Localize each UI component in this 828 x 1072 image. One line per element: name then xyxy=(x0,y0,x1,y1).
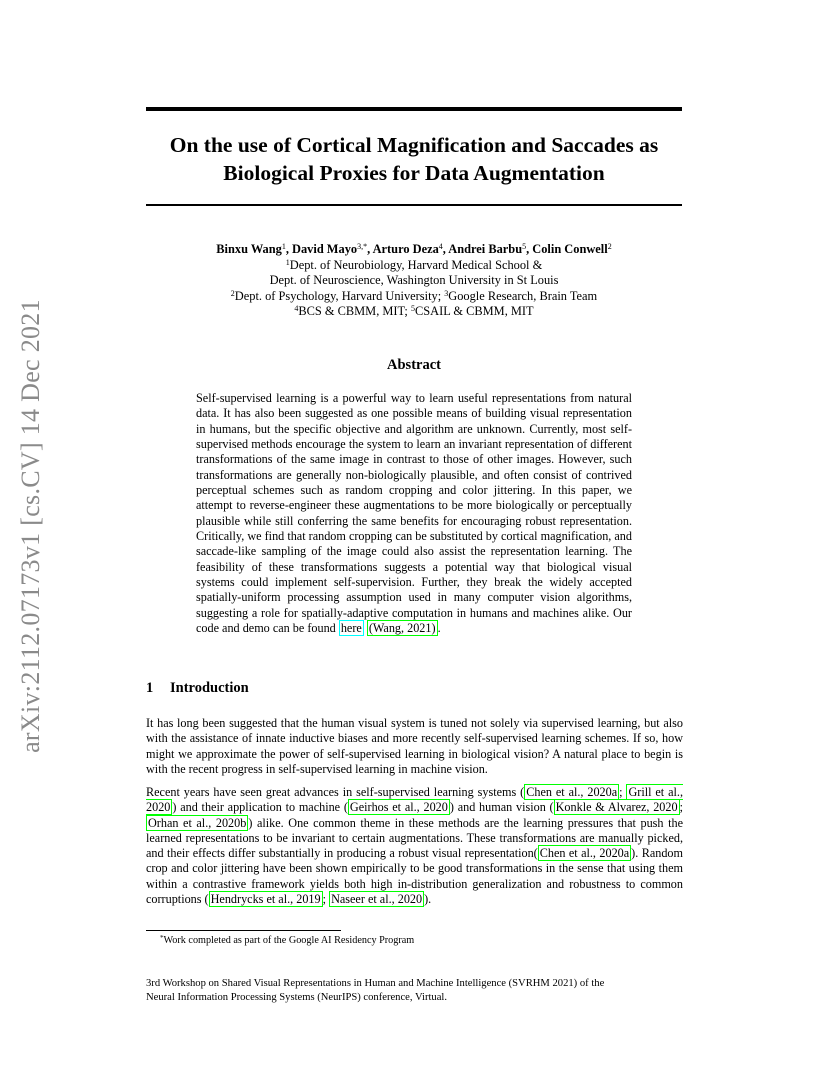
affiliation-text: BCS & CBMM, MIT; xyxy=(298,304,411,319)
citation-link[interactable]: Orhan et al., 2020b xyxy=(148,815,247,830)
affiliation-sup: 4 xyxy=(294,304,299,314)
author-sup: 2 xyxy=(607,242,612,251)
author-sup: 4 xyxy=(438,242,443,251)
paragraph-text: ; xyxy=(619,785,627,799)
affiliation-text: Dept. of Psychology, Harvard University; xyxy=(234,288,445,303)
affiliation-sup: 1 xyxy=(285,257,290,267)
title-bottom-rule xyxy=(146,204,682,206)
intro-paragraph-1: It has long been suggested that the human visual system is tuned not solely via supervised learning, but also with the assistance of innate inductive biases and more recently self-supervised learning schemes. If so, how might we approximate the power of self-supervised learning in biological vision? A natural place to begin is with the recent progress in self-supervised learning in machine vision. xyxy=(146,716,683,776)
paragraph-text: ). Random crop and color jittering have been shown empirically to be good transformations in the sense that using them within a contrastive framework yields both high in-distribution generalization and robustness to common corruptions ( xyxy=(146,846,683,907)
section-heading-introduction xyxy=(146,680,682,697)
citation-link[interactable]: Grill et al., 2020 xyxy=(146,785,683,815)
citation-link[interactable]: Geirhos et al., 2020 xyxy=(349,800,448,815)
title-top-rule xyxy=(146,107,682,111)
citation-link[interactable]: Chen et al., 2020a xyxy=(526,785,618,799)
paragraph-text: ) alike. One common theme in these methods are the learning pressures that push the learned representations to be invariant to certain augmentations. These transformations are manually picked, and their effects differ substantially in producing a robust visual representation( xyxy=(146,815,683,861)
paper-title xyxy=(146,131,682,187)
arxiv-identifier xyxy=(10,290,52,762)
author-name: , Arturo Deza xyxy=(367,242,439,256)
venue-line: Neural Information Processing Systems (NeurIPS) conference, Virtual. xyxy=(146,992,448,1003)
paragraph-text: ). xyxy=(424,892,432,907)
author-name: , Colin Conwell xyxy=(526,242,608,256)
affiliation-line xyxy=(146,273,682,289)
paragraph-text: Recent years have seen great advances in self-supervised learning systems ( xyxy=(146,785,525,799)
paragraph-text: ) and human vision ( xyxy=(449,800,554,815)
affiliation-line xyxy=(146,289,682,305)
paragraph-text: ; xyxy=(322,892,330,907)
author-names xyxy=(146,242,682,258)
title-line-2: Biological Proxies for Data Augmentation xyxy=(223,161,605,185)
footnote xyxy=(160,934,414,946)
footnote-rule xyxy=(146,930,341,931)
citation-link[interactable]: Konkle & Alvarez, 2020 xyxy=(555,800,678,815)
abstract-text xyxy=(196,391,632,637)
author-name: , David Mayo xyxy=(285,242,358,256)
intro-paragraph-2 xyxy=(146,785,683,907)
affiliation-text: CSAIL & CBMM, MIT xyxy=(414,304,534,319)
paragraph-text: ) and their application to machine ( xyxy=(172,800,348,815)
affiliation-sup: 2 xyxy=(230,288,235,298)
affiliation-text: Google Research, Brain Team xyxy=(448,288,598,303)
code-link[interactable]: here xyxy=(340,621,362,636)
affiliation-text: Dept. of Neuroscience, Washington University in St Louis xyxy=(269,273,559,288)
footnote-text: Work completed as part of the Google AI Residency Program xyxy=(163,935,415,946)
author-block xyxy=(146,242,682,320)
title-line-1: On the use of Cortical Magnification and Saccades as xyxy=(169,133,659,157)
section-number: 1 xyxy=(146,680,154,696)
author-sup: 1 xyxy=(281,242,286,251)
section-title: Introduction xyxy=(170,680,249,696)
affiliation-line xyxy=(146,304,682,320)
author-name: , Andrei Barbu xyxy=(442,242,523,256)
affiliation-text: Dept. of Neurobiology, Harvard Medical School & xyxy=(289,257,543,272)
author-name: Binxu Wang xyxy=(216,242,282,256)
citation-link[interactable]: Hendrycks et al., 2019 xyxy=(210,892,321,907)
abstract-paragraph: Self-supervised learning is a powerful way to learn useful representations from natural data. It has also been suggested as one possible means of building visual representation in humans, but the specific objective and algorithm are unknown. Currently, most self-supervised methods encourage the system to learn an invariant representation of different transformations of the same image in contrast to those of other images. However, such transformations are generally non-biologically plausible, and often consist of contrived perceptual schemes such as random cropping and color jittering. In this paper, we attempt to reverse-engineer these augmentations to be more biologically or perceptually plausible while still conferring the same benefits for encouraging robust representation. Critically, we find that random cropping can be substituted by cortical magnification, and saccade-like sampling of the image could also assist the representation learning. The feasibility of these transformations suggests a potential way that biological visual systems could implement self-supervision. Further, they break the widely accepted spatially-uniform processing assumption used in many computer vision algorithms, suggesting a role for spatially-adaptive computation in humans and machines alike. Our code and demo can be found xyxy=(196,391,632,636)
citation-link[interactable]: Chen et al., 2020a xyxy=(539,846,630,861)
affiliation-sup: 3 xyxy=(444,288,449,298)
author-sup: 5 xyxy=(522,242,527,251)
paragraph-text: ; xyxy=(679,800,683,815)
arxiv-id-text: arXiv:2112.07173v1 [cs.CV] 14 Dec 2021 xyxy=(16,299,45,753)
citation-link[interactable]: Naseer et al., 2020 xyxy=(331,892,423,907)
venue-line: 3rd Workshop on Shared Visual Representations in Human and Machine Intelligence (SVRHM 2021) of the xyxy=(146,978,605,989)
affiliation-line xyxy=(146,258,682,274)
citation-link[interactable]: (Wang, 2021) xyxy=(368,621,436,636)
abstract-end: . xyxy=(437,621,441,636)
venue-note xyxy=(146,977,686,1005)
affiliation-sup: 5 xyxy=(410,304,415,314)
author-sup: 3,* xyxy=(357,242,368,251)
footnote-mark: * xyxy=(160,934,164,942)
abstract-heading: Abstract xyxy=(387,357,441,373)
